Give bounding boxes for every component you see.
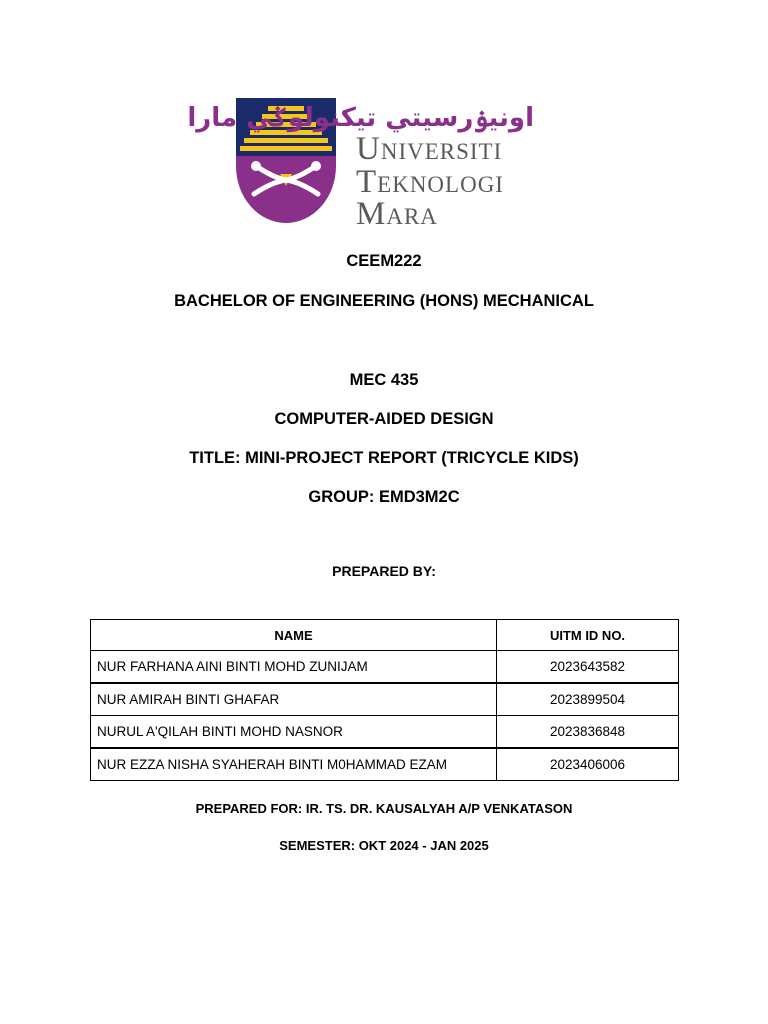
group-label: GROUP: EMD3M2C <box>308 488 460 506</box>
logo-jawi-text: اونيۏرسيتي تيكنولوݢي مارا <box>187 103 534 133</box>
student-id: 2023406006 <box>497 748 679 781</box>
table-row <box>91 651 679 684</box>
student-name: NUR AMIRAH BINTI GHAFAR <box>91 683 497 716</box>
table-header-row <box>91 620 679 651</box>
student-table <box>90 619 679 781</box>
student-id: 2023899504 <box>497 683 679 716</box>
report-title: TITLE: MINI-PROJECT REPORT (TRICYCLE KIDS) <box>189 449 579 467</box>
table-row <box>91 748 679 781</box>
prepared-for: PREPARED FOR: IR. TS. DR. KAUSALYAH A/P VENKATASON <box>195 801 573 816</box>
table-row <box>91 683 679 716</box>
student-id: 2023643582 <box>497 651 679 684</box>
course-code: CEEM222 <box>346 252 422 270</box>
student-name: NUR FARHANA AINI BINTI MOHD ZUNIJAM <box>91 651 497 684</box>
semester: SEMESTER: OKT 2024 - JAN 2025 <box>279 838 489 853</box>
logo-name-line3: Mara <box>356 196 438 232</box>
programme-name: BACHELOR OF ENGINEERING (HONS) MECHANICAL <box>174 292 594 310</box>
prepared-by-label: PREPARED BY: <box>332 563 436 579</box>
logo-name-line1: Universiti <box>356 131 503 167</box>
id-column-header: UITM ID NO. <box>497 620 679 651</box>
student-name: NURUL A'QILAH BINTI MOHD NASNOR <box>91 716 497 749</box>
logo-name-line2: Teknologi <box>356 164 504 200</box>
uitm-logo <box>187 96 539 232</box>
table-row <box>91 716 679 749</box>
student-name: NUR EZZA NISHA SYAHERAH BINTI M0HAMMAD EZAM <box>91 748 497 781</box>
student-id: 2023836848 <box>497 716 679 749</box>
subject-code: MEC 435 <box>349 371 419 389</box>
subject-name: COMPUTER-AIDED DESIGN <box>274 410 494 428</box>
name-column-header: NAME <box>91 620 497 651</box>
